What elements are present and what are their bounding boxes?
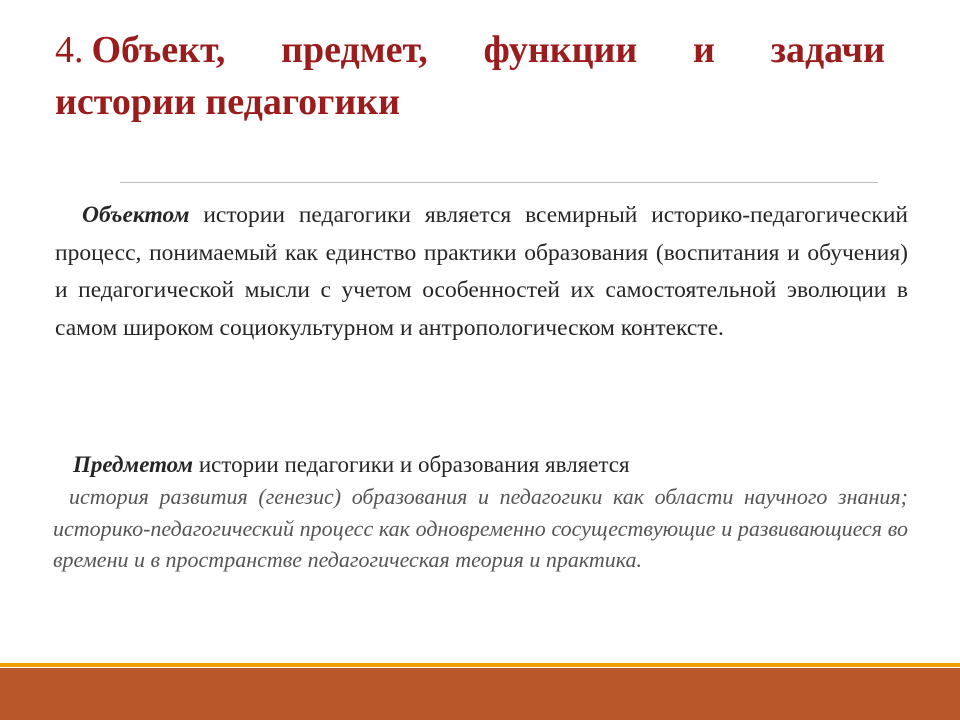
object-text: истории педагогики является всемирный историко-педагогический процесс, понимаемый как единство практики образования (воспитания и обучения) и педагогической мысли с учетом особенностей их самостоятельной эволюции в самом широком социокультурном и антропологическом контексте.: [55, 202, 908, 341]
subject-lead: истории педагогики и образования является: [193, 452, 630, 477]
subject-paragraph: история развития (генезис) образования и педагогики как области научного знания; историко-педагогический процесс как одновременно сосуществующие и развивающиеся во времени и в пространстве педагогическая теория и практика.: [53, 484, 908, 572]
title-text-1: Объект, предмет, функции и задачи: [91, 29, 885, 71]
footer-bar: [0, 668, 960, 720]
subject-term: Предметом: [73, 452, 194, 477]
title-line-2: истории педагогики: [55, 81, 401, 123]
title-number: 4.: [55, 29, 84, 71]
title-divider: [120, 182, 878, 183]
title-line-1: [55, 24, 885, 76]
object-paragraph: [55, 197, 908, 347]
footer-accent-line: [0, 663, 960, 667]
slide-title: [55, 24, 885, 128]
subject-heading: [73, 451, 630, 479]
object-term: Объектом: [82, 202, 190, 228]
